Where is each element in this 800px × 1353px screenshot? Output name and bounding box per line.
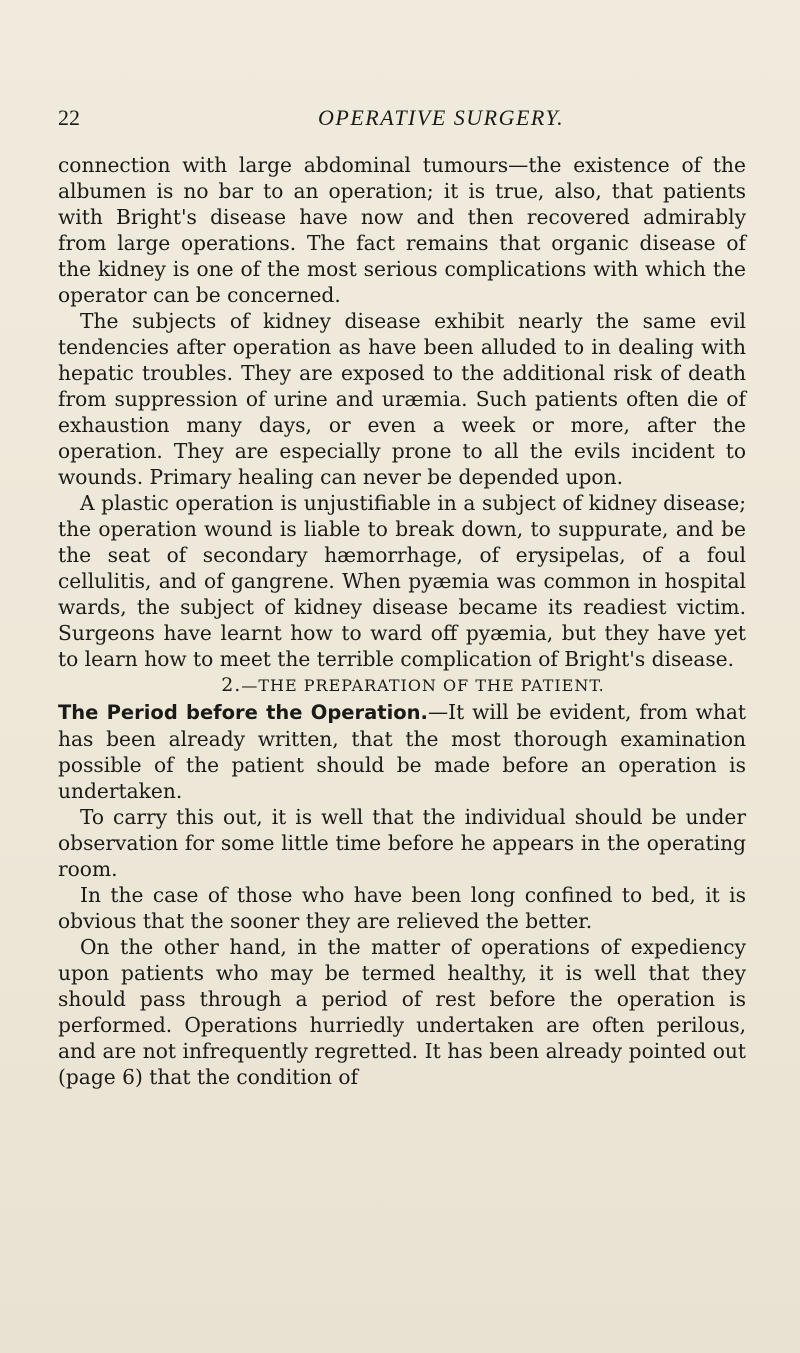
section-heading: [58, 672, 746, 699]
body-text: [58, 152, 746, 1090]
page-number: 22: [58, 105, 80, 130]
paragraph-kidney-disease-tendencies: The subjects of kidney disease exhibit nearly the same evil tendencies after operation as have been alluded to in dealing with hepatic troubles. They are exposed to the additional risk of death from suppression of urine and uræmia. Such patients often die of exhaustion many days, or even a week or more, after the operation. They are especially prone to all the evils incident to wounds. Primary healing can never be depended upon.: [58, 309, 746, 489]
section-number: 2.: [221, 674, 242, 696]
running-title: OPERATIVE SURGERY.: [318, 105, 565, 130]
run-in-heading: The Period before the Operation.: [58, 701, 428, 724]
paragraph-observation: To carry this out, it is well that the individual should be under observation for some little time before he appears in the operating room.: [58, 805, 746, 881]
paragraph-plastic-operation: A plastic operation is unjustifiable in a subject of kidney disease; the operation wound is liable to break down, to suppurate, and be the seat of secondary hæmorrhage, of erysipelas, of a foul cellulitis, and of gangrene. When pyæmia was common in hospital wards, the subject of kidney disease became its readiest victim. Surgeons have learnt how to ward off pyæmia, but they have yet to learn how to meet the terrible complication of Bright's disease.: [58, 491, 746, 671]
paragraph-text: —It will be evident, from what has been already written, that the most thorough examination possible of the patient should be made before an operation is undertaken.: [58, 700, 746, 803]
paragraph-confined-to-bed: In the case of those who have been long confined to bed, it is obvious that the sooner they are relieved the better.: [58, 883, 746, 933]
section-title: —THE PREPARATION OF THE PATIENT.: [241, 676, 605, 695]
paragraph-expediency: On the other hand, in the matter of operations of expediency upon patients who may be termed healthy, it is well that they should pass through a period of rest before the operation is performed. Operations hurriedly undertaken are often perilous, and are not infrequently regretted. It has been already pointed out (page 6) that the condition of: [58, 935, 746, 1089]
paragraph-period-before-operation: [58, 699, 746, 804]
running-header: [0, 105, 800, 135]
paragraph-continued: connection with large abdominal tumours—the existence of the albumen is no bar to an operation; it is true, also, that patients with Bright's disease have now and then recovered admirably from large operations. The fact remains that organic disease of the kidney is one of the most serious complications with which the operator can be concerned.: [58, 153, 746, 307]
